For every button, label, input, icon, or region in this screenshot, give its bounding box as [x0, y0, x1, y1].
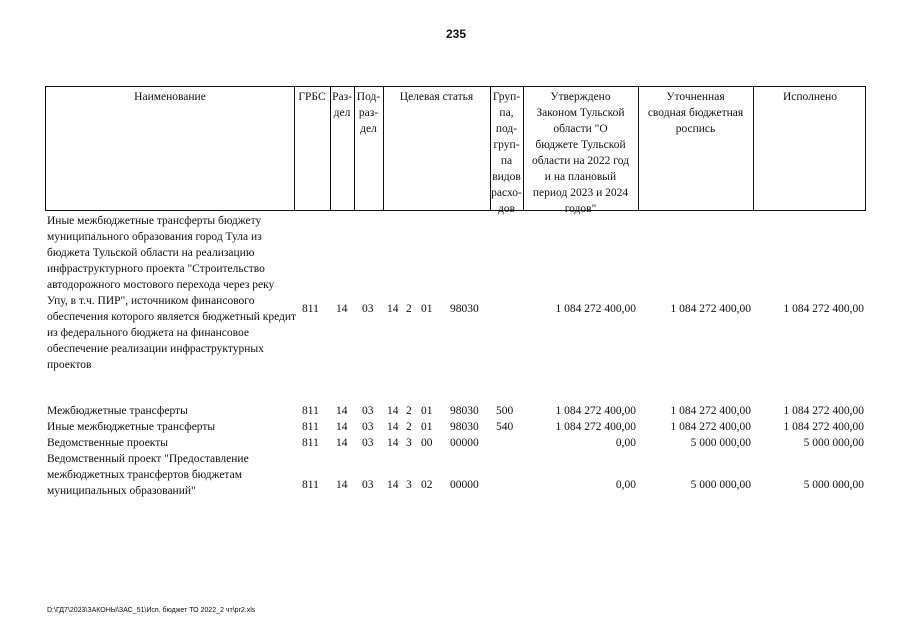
header-grbs: ГРБС [298, 91, 326, 103]
cell-approved: 1 084 272 400,00 [555, 405, 636, 417]
cell-target-subprogram: 2 [406, 421, 412, 433]
cell-approved: 1 084 272 400,00 [555, 421, 636, 433]
cell-podrazdel: 03 [362, 303, 374, 315]
cell-target-code: 98030 [450, 421, 479, 433]
cell-razdel: 14 [336, 405, 348, 417]
cell-podrazdel: 03 [362, 421, 374, 433]
cell-target-program: 14 [387, 303, 399, 315]
cell-target-subprogram: 3 [406, 479, 412, 491]
cell-target-code: 00000 [450, 437, 479, 449]
cell-target-event: 01 [421, 421, 433, 433]
cell-target-subprogram: 2 [406, 405, 412, 417]
header-approved: Утверждено Законом Тульской области "О бюджете Тульской области на 2022 год и на плановый период 2023 и 2024 годов" [531, 91, 630, 215]
cell-target-code: 98030 [450, 303, 479, 315]
column-divider [294, 87, 295, 210]
cell-target-event: 00 [421, 437, 433, 449]
cell-target-program: 14 [387, 479, 399, 491]
cell-razdel: 14 [336, 479, 348, 491]
cell-razdel: 14 [336, 421, 348, 433]
cell-razdel: 14 [336, 437, 348, 449]
cell-executed: 1 084 272 400,00 [783, 303, 864, 315]
column-divider [383, 87, 384, 210]
file-path-footer: D:\ГД7\2023\ЗАКОНЫ\ЗАС_51\Исп. бюджет ТО 2022_2 чт\pr2.xls [47, 607, 256, 614]
header-group: Груп- па, под- груп- па видов расхо- дов [491, 91, 522, 215]
column-divider [753, 87, 754, 210]
cell-target-event: 01 [421, 303, 433, 315]
cell-grbs: 811 [302, 421, 319, 433]
cell-target-subprogram: 2 [406, 303, 412, 315]
header-refined: Уточненная сводная бюджетная роспись [647, 91, 744, 135]
cell-approved: 1 084 272 400,00 [555, 303, 636, 315]
cell-podrazdel: 03 [362, 437, 374, 449]
cell-refined: 5 000 000,00 [690, 479, 751, 491]
cell-grbs: 811 [302, 479, 319, 491]
cell-target-program: 14 [387, 437, 399, 449]
cell-refined: 1 084 272 400,00 [670, 421, 751, 433]
header-target: Целевая статья [399, 91, 474, 103]
cell-executed: 5 000 000,00 [803, 479, 864, 491]
cell-podrazdel: 03 [362, 405, 374, 417]
cell-group: 540 [496, 421, 514, 433]
row-name: Межбюджетные трансферты [47, 405, 188, 417]
cell-target-code: 00000 [450, 479, 479, 491]
cell-target-program: 14 [387, 405, 399, 417]
cell-podrazdel: 03 [362, 479, 374, 491]
cell-executed: 5 000 000,00 [803, 437, 864, 449]
row-name: Ведомственные проекты [47, 437, 168, 449]
cell-grbs: 811 [302, 437, 319, 449]
row-name: Иные межбюджетные трансферты [47, 421, 216, 433]
table-header [45, 86, 866, 215]
cell-refined: 1 084 272 400,00 [670, 303, 751, 315]
cell-target-event: 02 [421, 479, 433, 491]
cell-group: 500 [496, 405, 514, 417]
cell-target-code: 98030 [450, 405, 479, 417]
page-number: 235 [445, 27, 467, 41]
header-executed: Исполнено [782, 91, 838, 103]
header-razdel: Раз- дел [332, 91, 352, 119]
header-podrazdel: Под- раз- дел [356, 91, 381, 135]
cell-grbs: 811 [302, 303, 319, 315]
cell-refined: 5 000 000,00 [690, 437, 751, 449]
cell-target-program: 14 [387, 421, 399, 433]
cell-executed: 1 084 272 400,00 [783, 421, 864, 433]
cell-grbs: 811 [302, 405, 319, 417]
cell-razdel: 14 [336, 303, 348, 315]
cell-target-subprogram: 3 [406, 437, 412, 449]
cell-approved: 0,00 [615, 437, 636, 449]
cell-target-event: 01 [421, 405, 433, 417]
cell-refined: 1 084 272 400,00 [670, 405, 751, 417]
header-name: Наименование [134, 91, 206, 103]
row-name: Иные межбюджетные трансферты бюджету муниципального образования город Тула из бюджета Тульской области на реализацию инфраструктурного проекта "Строительство автодорожного мостового перехода через реку Упу, в т.ч. ПИР", источником финансового обеспечения которого является бюджетный кредит из федерального бюджета на финансовое обеспечение реализации инфраструктурных проектов [47, 215, 297, 371]
cell-approved: 0,00 [615, 479, 636, 491]
cell-executed: 1 084 272 400,00 [783, 405, 864, 417]
row-name: Ведомственный проект "Предоставление межбюджетных трансфертов бюджетам муниципальных образований" [47, 453, 249, 497]
